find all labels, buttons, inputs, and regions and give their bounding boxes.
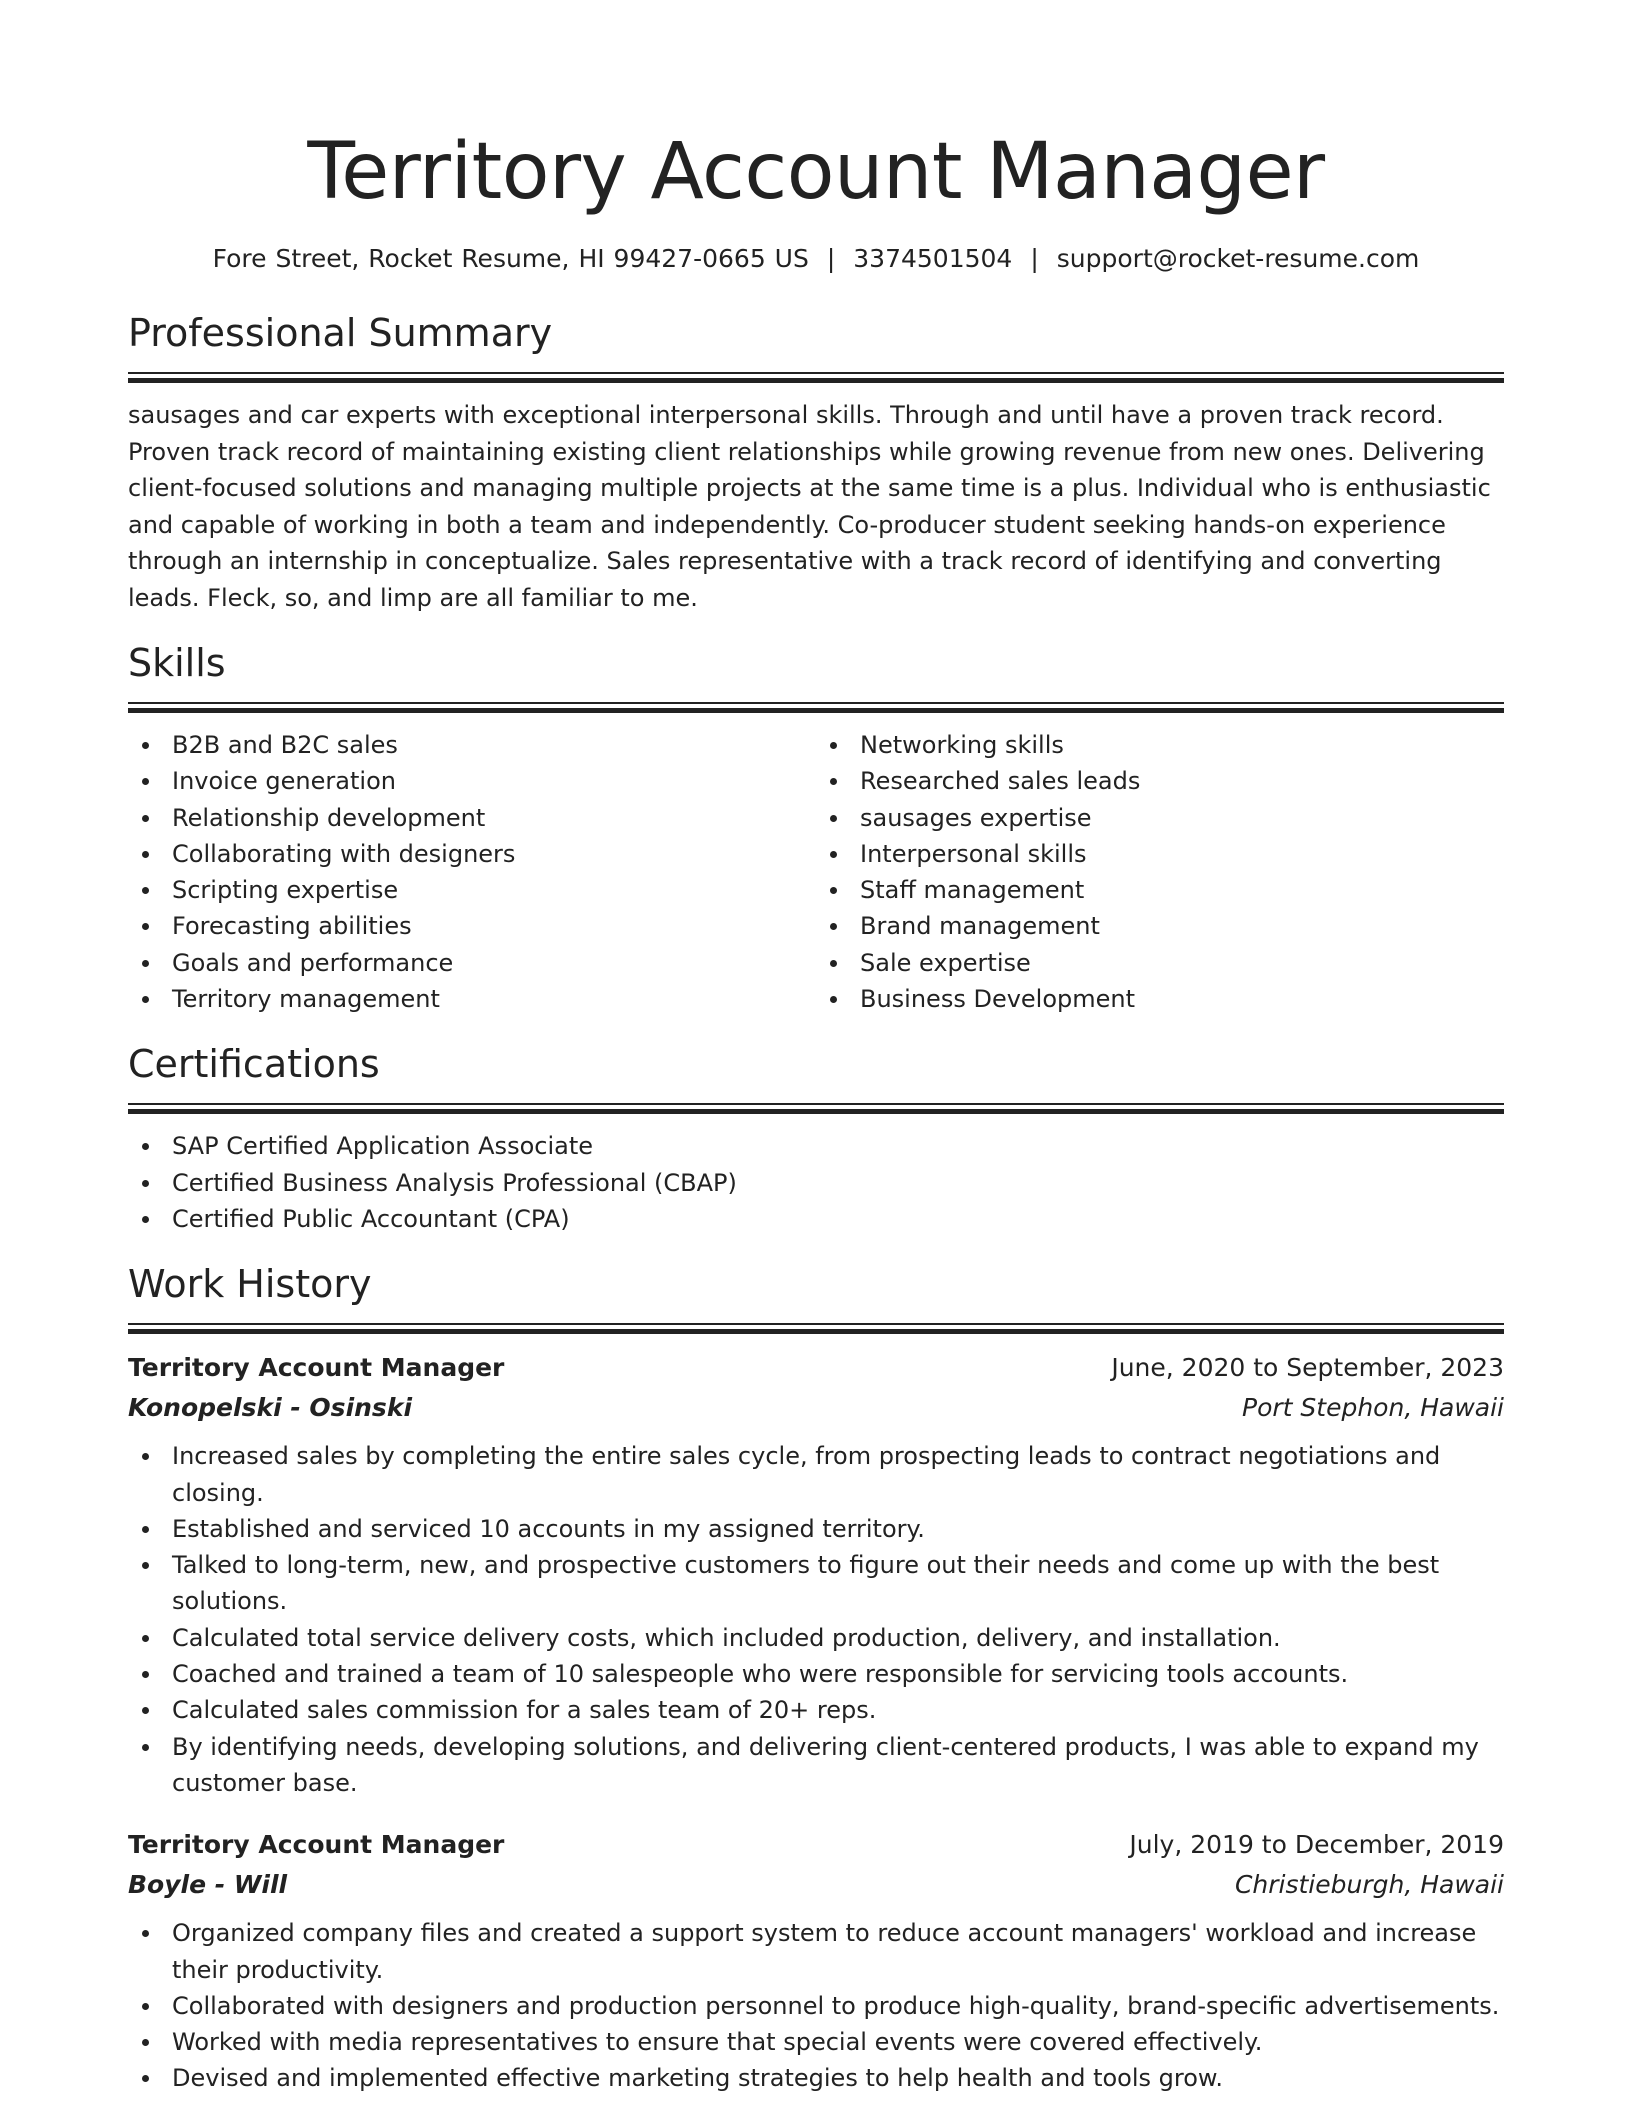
skill-item: Researched sales leads <box>816 763 1504 799</box>
skills-list-left <box>128 727 816 1017</box>
job-bullet: Established and serviced 10 accounts in my assigned territory. <box>128 1511 1504 1547</box>
job-header <box>128 1348 1504 1388</box>
skill-item: B2B and B2C sales <box>128 727 816 763</box>
skill-item: Staff management <box>816 872 1504 908</box>
job-dates: June, 2020 to September, 2023 <box>1111 1353 1504 1383</box>
job-bullet: Coached and trained a team of 10 salespeople who were responsible for servicing tools accounts. <box>128 1656 1504 1692</box>
certification-item: SAP Certified Application Associate <box>128 1128 1504 1164</box>
section-title-summary: Professional Summary <box>128 311 553 355</box>
job-subheader <box>128 1865 1504 1905</box>
skill-item: Brand management <box>816 908 1504 944</box>
job-bullet: Devised and implemented effective marketing strategies to help health and tools grow. <box>128 2060 1504 2096</box>
job-subheader <box>128 1388 1504 1428</box>
section-title-skills: Skills <box>128 641 226 685</box>
certifications-section <box>128 1039 1504 1237</box>
skills-section <box>128 638 1504 1017</box>
skill-item: Goals and performance <box>128 945 816 981</box>
skill-item: Scripting expertise <box>128 872 816 908</box>
skill-item: Forecasting abilities <box>128 908 816 944</box>
skill-item: Relationship development <box>128 800 816 836</box>
section-divider <box>128 372 1504 383</box>
job-dates: July, 2019 to December, 2019 <box>1129 1830 1504 1860</box>
job-bullet: Calculated sales commission for a sales team of 20+ reps. <box>128 1692 1504 1728</box>
skill-item: Collaborating with designers <box>128 836 816 872</box>
job-bullets <box>128 1438 1504 1801</box>
contact-address: Fore Street, Rocket Resume, HI 99427-0665 US <box>212 244 809 273</box>
job-location: Christieburgh, Hawaii <box>1234 1870 1504 1900</box>
job-header <box>128 1825 1504 1865</box>
skill-item: Sale expertise <box>816 945 1504 981</box>
section-divider <box>128 702 1504 713</box>
work-history-section <box>128 1259 1504 2096</box>
skill-item: Invoice generation <box>128 763 816 799</box>
job-bullet: Worked with media representatives to ensure that special events were covered effectively. <box>128 2024 1504 2060</box>
candidate-name: Territory Account Manager <box>307 127 1325 217</box>
job-bullet: Increased sales by completing the entire sales cycle, from prospecting leads to contract negotiations and closing. <box>128 1438 1504 1511</box>
skill-item: Networking skills <box>816 727 1504 763</box>
summary-section <box>128 308 1504 616</box>
contact-phone: 3374501504 <box>853 244 1013 273</box>
contact-separator: | <box>826 244 836 273</box>
skill-item: Interpersonal skills <box>816 836 1504 872</box>
certification-item: Certified Public Accountant (CPA) <box>128 1201 1504 1237</box>
section-divider <box>128 1103 1504 1114</box>
section-divider <box>128 1323 1504 1334</box>
section-title-certifications: Certifications <box>128 1042 380 1087</box>
job-bullet: By identifying needs, developing solutions, and delivering client-centered products, I was able to expand my customer base. <box>128 1729 1504 1802</box>
resume-page <box>128 0 1504 2097</box>
job-company: Konopelski - Osinski <box>128 1393 413 1423</box>
summary-text: sausages and car experts with exceptional interpersonal skills. Through and until have a proven track record. Proven track record of maintaining existing client relationships while growing revenue from new ones. Delivering client-focused solutions and managing multiple projects at the same time is a plus. Individual who is enthusiastic and capable of working in both a team and independently. Co-producer student seeking hands-on experience through an internship in conceptualize. Sales representative with a track record of identifying and converting leads. Fleck, so, and limp are all familiar to me. <box>128 401 1491 612</box>
job-company: Boyle - Will <box>128 1870 288 1900</box>
contact-line <box>128 242 1504 276</box>
job-location: Port Stephon, Hawaii <box>1242 1393 1504 1423</box>
job-bullet: Collaborated with designers and production personnel to produce high-quality, brand-specific advertisements. <box>128 1988 1504 2024</box>
skills-list-right <box>816 727 1504 1017</box>
contact-email[interactable]: support@rocket-resume.com <box>1056 244 1420 273</box>
skill-item: sausages expertise <box>816 800 1504 836</box>
job-bullets <box>128 1915 1504 2096</box>
skill-item: Business Development <box>816 981 1504 1017</box>
contact-separator: | <box>1030 244 1039 273</box>
job-title: Territory Account Manager <box>128 1353 505 1383</box>
job-title: Territory Account Manager <box>128 1830 505 1860</box>
job-bullet: Talked to long-term, new, and prospective customers to figure out their needs and come up with the best solutions. <box>128 1547 1504 1620</box>
job-entry <box>128 1825 1504 2096</box>
section-title-work-history: Work History <box>128 1262 372 1307</box>
job-bullet: Calculated total service delivery costs, which included production, delivery, and installation. <box>128 1620 1504 1656</box>
job-entry <box>128 1348 1504 1801</box>
job-bullet: Organized company files and created a support system to reduce account managers' workload and increase their productivity. <box>128 1915 1504 1988</box>
certifications-list <box>128 1128 1504 1237</box>
skills-grid <box>128 727 1504 1017</box>
certification-item: Certified Business Analysis Professional (CBAP) <box>128 1165 1504 1201</box>
skill-item: Territory management <box>128 981 816 1017</box>
